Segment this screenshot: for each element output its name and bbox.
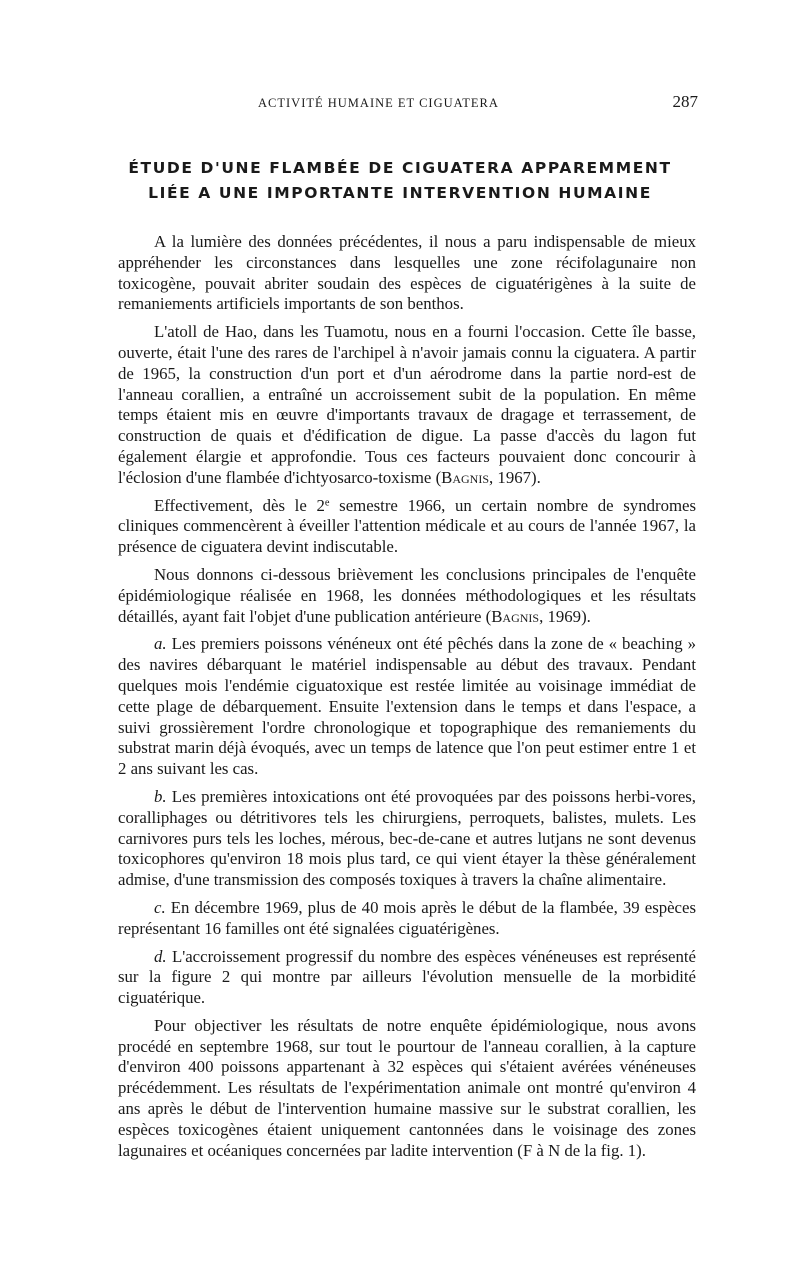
list-item-label: c. [154, 897, 166, 917]
list-item-d [118, 947, 696, 1009]
article-body [118, 232, 696, 1168]
paragraph-hao-atoll-text: L'atoll de Hao, dans les Tuamotu, nous en a fourni l'occasion. Cette île basse, ouverte, était l'une des rares de l'archipel à n'avoir jamais connu la ciguatera. A partir de 1965, la construction d'un port et d'un aérodrome dans la partie nord-est de l'anneau corallien, a entraîné un accroissement subit de la population. En même temps étaient mis en œuvre d'importants travaux de dragage et terrassement, de construction de quais et d'édification de digue. La passe d'accès du lagon fut également élargie et approfondie. Tous ces facteurs pouvaient donc concourir à l'éclosion d'une flambée d'ichtyosarco-toxisme ( [118, 322, 696, 487]
list-item-text: L'accroissement progressif du nombre des espèces vénéneuses est représenté sur la figure 2 qui montre par ailleurs l'évolution mensuelle de la morbidité ciguatérique. [118, 946, 696, 1008]
list-item-b [118, 787, 696, 891]
list-item-text: Les premières intoxications ont été provoquées par des poissons herbi-vores, coralliphages ou détritivores tels les chirurgiens, perroquets, balistes, mulets. Les carnivores purs tels les loches, mérous, bec-de-cane et autres lutjans ne sont devenus toxicophores qu'environ 18 mois plus tard, ce qui vient étayer la thèse généralement admise, d'une transmission des composés toxiques à travers la chaîne alimentaire. [118, 786, 696, 890]
list-item-label: d. [154, 946, 167, 966]
citation-author: Bagnis [441, 467, 490, 487]
citation-year: , 1967). [489, 467, 541, 487]
citation-author: Bagnis [491, 606, 540, 626]
paragraph-onset-start: Effectivement, dès le 2 [154, 495, 325, 515]
paragraph-hao-atoll [118, 322, 696, 488]
list-item-c [118, 898, 696, 940]
list-item-text: Les premiers poissons vénéneux ont été pêchés dans la zone de « beaching » des navires débarquant le matériel indispensable au début des travaux. Pendant quelques mois l'endémie ciguatoxique est restée limitée au voisinage immédiat de cette plage de débarquement. Ensuite l'extension dans le temps et dans l'espace, a suivi grossièrement l'ordre chronologique et topographique des remaniements du substrat marin déjà évoqués, avec un temps de latence que l'on peut estimer entre 1 et 2 ans suivant les cas. [118, 634, 696, 779]
article-title-line-1: ÉTUDE D'UNE FLAMBÉE DE CIGUATERA APPAREMMENT [128, 159, 672, 177]
paragraph-onset-end: semestre 1966, un certain nombre de syndromes cliniques commencèrent à éveiller l'attention médicale et au cours de l'année 1967, la présence de ciguatera devint indiscutable. [118, 495, 696, 557]
paragraph-intro: A la lumière des données précédentes, il nous a paru indispensable de mieux appréhender les circonstances dans lesquelles une zone récifolagunaire non toxicogène, pouvait abriter soudain des espèces de ciguatérigènes à la suite de remaniements artificiels importants de son benthos. [118, 232, 696, 314]
paragraph-experiment: Pour objectiver les résultats de notre enquête épidémiologique, nous avons procédé en septembre 1968, sur tout le pourtour de l'anneau corallien, à la capture d'environ 400 poissons appartenant à 32 espèces qui s'étaient avérées vénéneuses précédemment. Les résultats de l'expérimentation animale ont montré qu'environ 4 ans après le début de l'intervention humaine massive sur le substrat corallien, les espèces toxicogènes étaient uniquement cantonnées dans le voisinage des zones lagunaires et océaniques concernées par ladite intervention (F à N de la fig. 1). [118, 1015, 696, 1160]
paragraph-onset [118, 496, 696, 558]
paragraph-conclusions-text: Nous donnons ci-dessous brièvement les conclusions principales de l'enquête épidémiologique réalisée en 1968, les données méthodologiques et les résultats détaillés, ayant fait l'objet d'une publication antérieure ( [118, 564, 696, 626]
running-header [118, 92, 698, 114]
article-title-line-2: LIÉE A UNE IMPORTANTE INTERVENTION HUMAINE [148, 184, 652, 202]
ordinal-superscript: e [324, 496, 330, 508]
citation-year: , 1969). [539, 606, 591, 626]
list-item-text: En décembre 1969, plus de 40 mois après le début de la flambée, 39 espèces représentant 16 familles ont été signalées ciguatérigènes. [118, 897, 696, 938]
list-item-label: a. [154, 634, 167, 654]
page-number: 287 [672, 92, 698, 111]
paragraph-conclusions [118, 565, 696, 627]
article-title [100, 156, 700, 206]
list-item-a [118, 634, 696, 780]
running-title: ACTIVITÉ HUMAINE ET CIGUATERA [258, 96, 499, 110]
list-item-label: b. [154, 786, 167, 806]
